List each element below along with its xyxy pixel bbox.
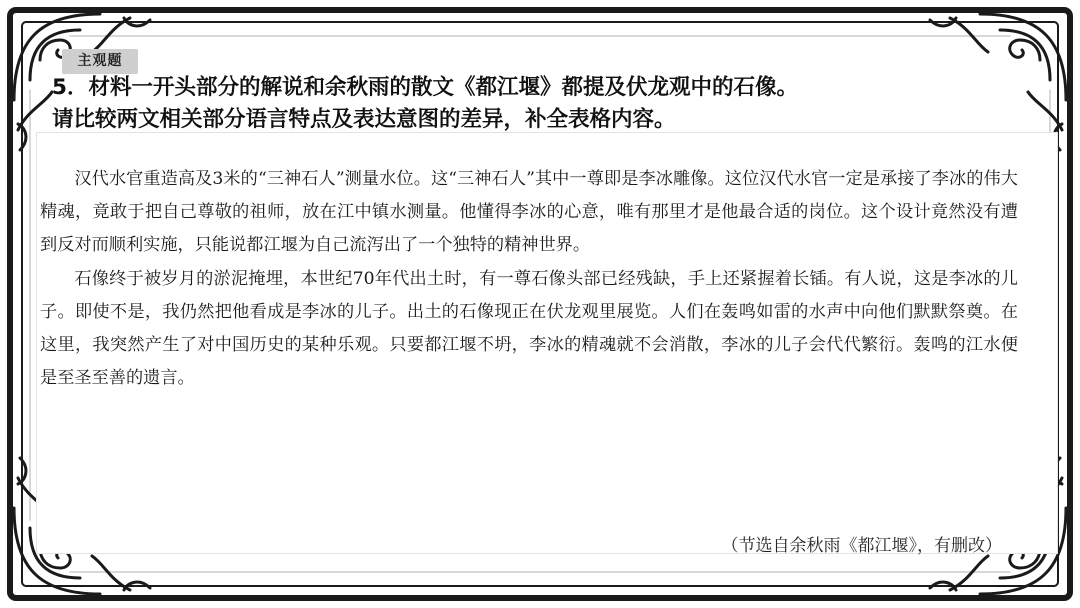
passage-paragraph-2: 石像终于被岁月的淤泥掩埋，本世纪70年代出土时，有一尊石像头部已经残缺，手上还紧握着长锸。有人说，这是李冰的儿子。即使不是，我仍然把他看成是李冰的儿子。出土的石像现正在伏龙观里展览。人们在轰鸣如雷的水声中向他们默默祭奠。在这里，我突然产生了对中国历史的某种乐观。只要都江堰不坍，李冰的精魂就不会消散，李冰的儿子会代代繁衍。轰鸣的江水便是至圣至善的遗言。 bbox=[40, 268, 1018, 389]
passage-source: （节选自余秋雨《都江堰》，有删改） bbox=[721, 536, 1002, 556]
passage-paragraph-1: 汉代水官重造高及3米的“三神石人”测量水位。这“三神石人”其中一尊即是李冰雕像。这位汉代水官一定是承接了李冰的伟大精魂，竟敢于把自己尊敬的祖师，放在江中镇水测量。他懂得李冰的心意，唯有那里才是他最合适的岗位。这个设计竟然没有遭到反对而顺利实施，只能说都江堰为自己流泻出了一个独特的精神世界。 bbox=[40, 169, 1018, 256]
passage-text bbox=[40, 163, 1018, 395]
question-line-2: 请比较两文相关部分语言特点及表达意图的差异，补全表格内容。 bbox=[52, 107, 676, 132]
question-line-1: 5．材料一开头部分的解说和余秋雨的散文《都江堰》都提及伏龙观中的石像。 bbox=[52, 75, 798, 100]
question-prompt bbox=[52, 72, 1042, 136]
question-type-tag: 主观题 bbox=[62, 49, 138, 74]
